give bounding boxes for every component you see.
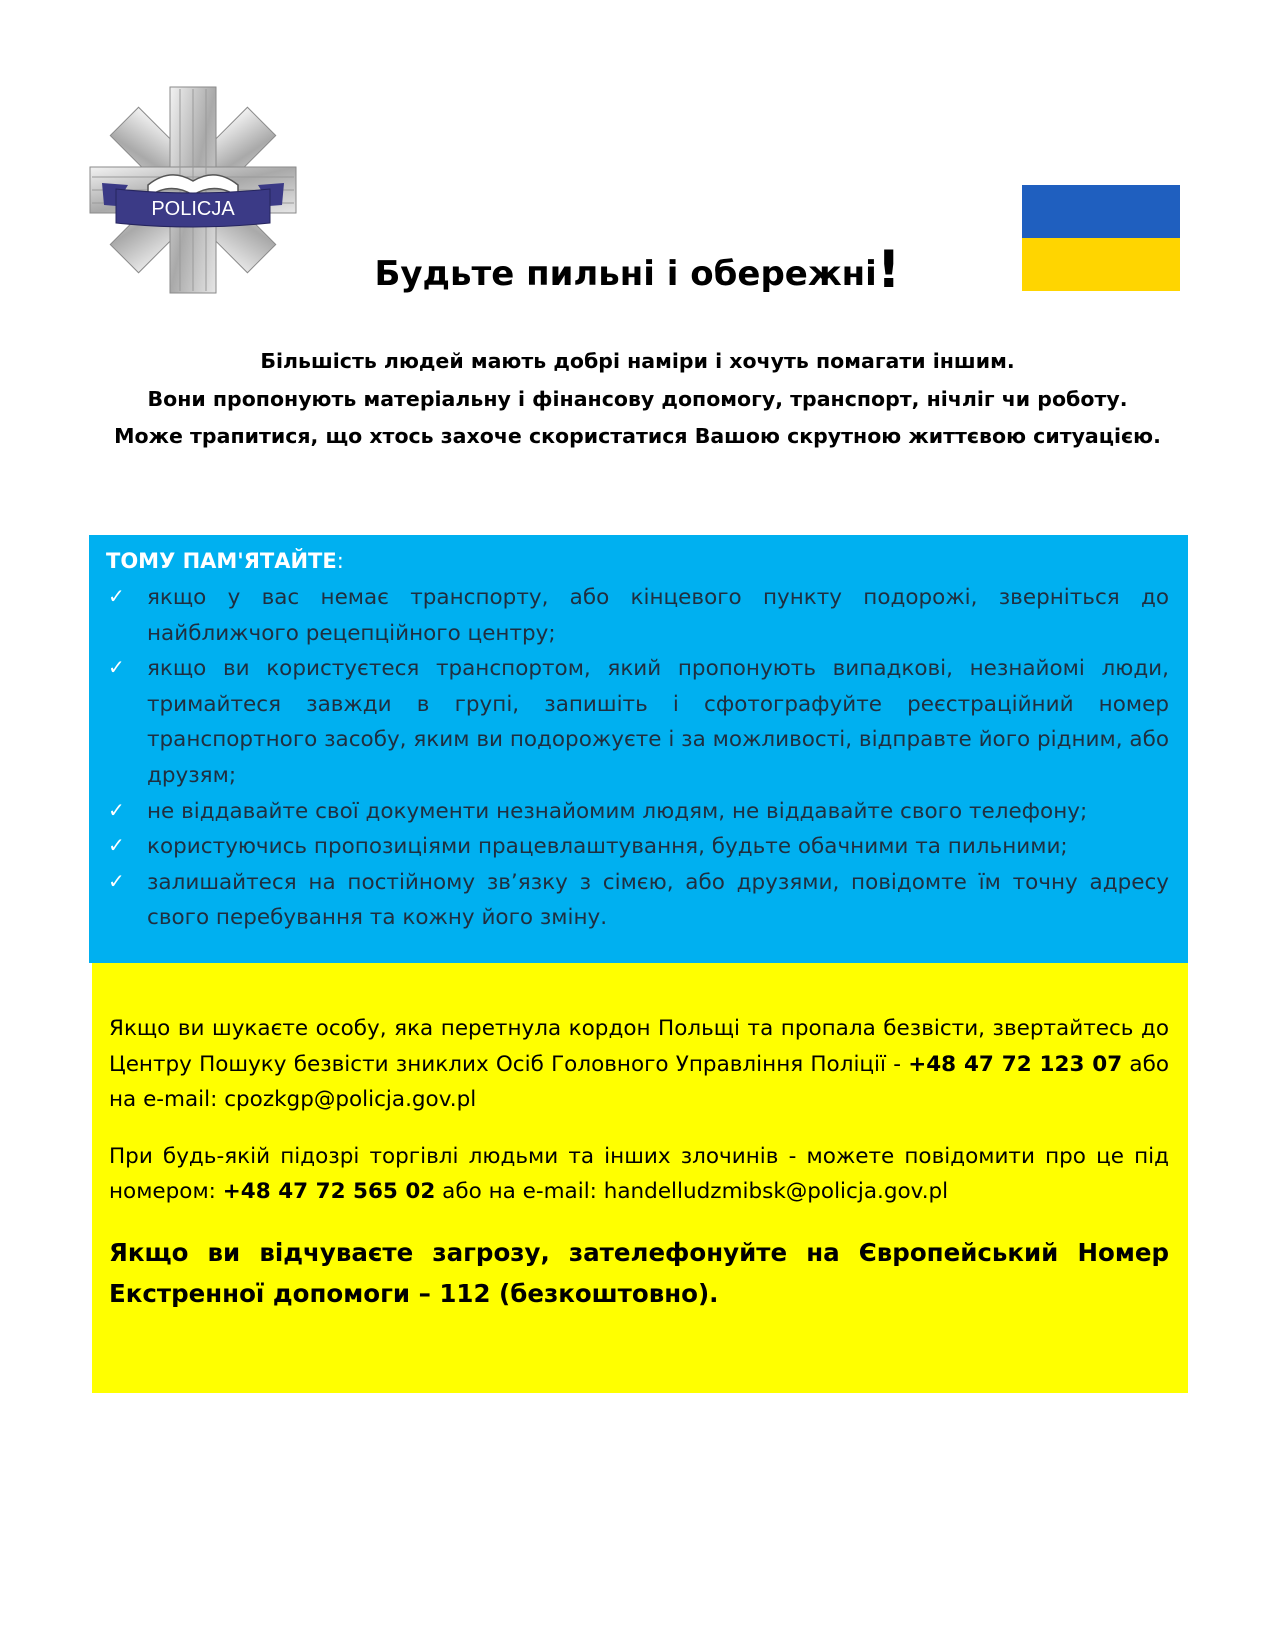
missing-persons-phone[interactable]: +48 47 72 123 07 <box>908 1051 1123 1077</box>
flag-blue-stripe <box>1022 185 1180 238</box>
list-item: ✓ якщо ви користуєтеся транспортом, який пропонують випадкові, незнайомі люди, тримайтеся завжди в групі, запишіть і сфотографуйте реєстраційний номер транспортного засобу, яким ви подорожуєте і за можливості, відправте його рідним, або друзям; <box>106 651 1169 793</box>
contact-box <box>92 963 1188 1393</box>
list-item: ✓ якщо у вас немає транспорту, або кінцевого пункту подорожі, зверніться до найближчого рецепційного центру; <box>106 580 1169 651</box>
tips-list <box>106 580 1169 936</box>
emergency-paragraph: Якщо ви відчуваєте загрозу, зателефонуйте на Європейський Номер Екстренної допомоги – 112 (безкоштовно). <box>109 1237 1169 1308</box>
remember-box <box>89 535 1188 963</box>
checkmark-icon: ✓ <box>108 584 125 608</box>
logo-text: POLICJA <box>151 198 235 220</box>
title-text: Будьте пильні і обережні <box>374 254 877 294</box>
intro-line-2: Вони пропонують матеріальну і фінансову допомогу, транспорт, нічліг чи роботу. <box>147 386 1128 411</box>
missing-persons-email[interactable]: або на e-mail: cpozkgp@policja.gov.pl <box>109 1051 1169 1113</box>
checkmark-icon: ✓ <box>108 868 125 893</box>
list-item: ✓ не віддавайте свої документи незнайомим людям, не віддавайте свого телефону; <box>106 794 1169 830</box>
page-title <box>0 240 1275 304</box>
checkmark-icon: ✓ <box>108 797 125 822</box>
trafficking-phone[interactable]: +48 47 72 565 02 <box>222 1179 436 1205</box>
title-exclamation: ! <box>876 240 901 300</box>
intro-text <box>110 343 1165 456</box>
trafficking-email[interactable]: або на e-mail: handelludzmibsk@policja.gov.pl <box>442 1179 949 1205</box>
intro-line-3: Може трапитися, що хтось захоче скористатися Вашою скрутною життєвою ситуацією. <box>114 424 1161 448</box>
list-item: ✓ залишайтеся на постійному зв’язку з сімєю, або друзями, повідомте їм точну адресу свого перебування та кожну його зміну. <box>106 865 1169 936</box>
remember-heading: ТОМУ ПАМ'ЯТАЙТЕ: <box>106 549 344 573</box>
missing-persons-paragraph: Якщо ви шукаєте особу, яка перетнула кордон Польщі та пропала безвісти, звертайтесь до Центру Пошуку безвісти зниклих Осіб Головного Управління Поліції - +48 47 72 123 07 або на e-mail: cpozkgp@policja.gov.pl <box>109 1016 1169 1113</box>
list-item: ✓ користуючись пропозиціями працевлаштування, будьте обачними та пильними; <box>106 829 1169 865</box>
checkmark-icon: ✓ <box>108 655 125 680</box>
intro-line-1: Більшість людей мають добрі наміри і хочуть помагати іншим. <box>260 349 1015 373</box>
trafficking-paragraph: При будь-якій підозрі торгівлі людьми та інших злочинів - можете повідомити про це під номером: +48 47 72 565 02 або на e-mail: handelludzmibsk@policja.gov.pl <box>109 1143 1169 1205</box>
checkmark-icon: ✓ <box>108 833 125 858</box>
